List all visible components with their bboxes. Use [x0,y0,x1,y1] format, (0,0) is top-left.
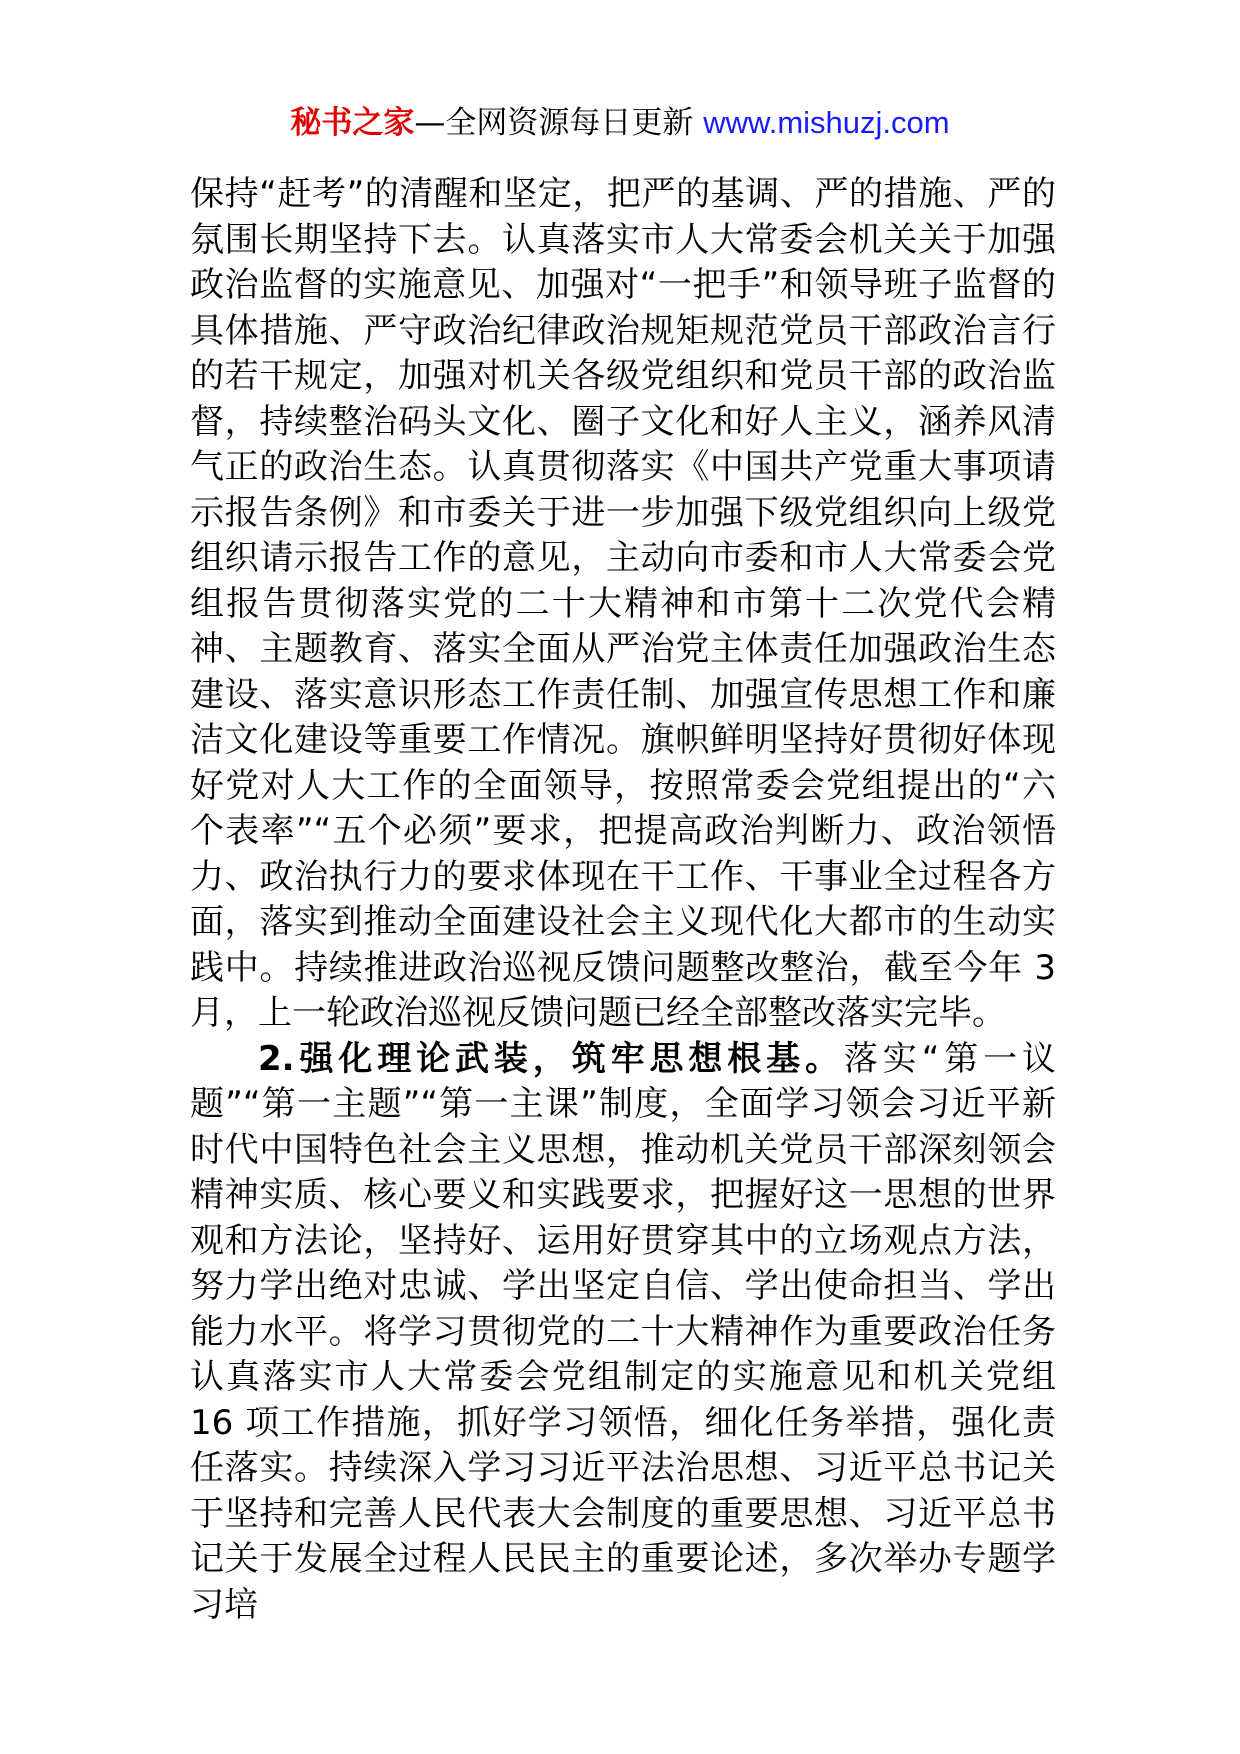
paragraph-2 [190,1037,1056,1629]
paragraph-2-text: 落实“第一议题”“第一主题”“第一主课”制度，全面学习领会习近平新时代中国特色社会主义思想，推动机关党员干部深刻领会精神实质、核心要义和实践要求，把握好这一思想的世界观和方法论，坚持好、运用好贯穿其中的立场观点方法，努力学出绝对忠诚、学出坚定自信、学出使命担当、学出能力水平。将学习贯彻党的二十大精神作为重要政治任务认真落实市人大常委会党组制定的实施意见和机关党组 16 项工作措施，抓好学习领悟，细化任务举措，强化责任落实。持续深入学习习近平法治思想、习近平总书记关于坚持和完善人民代表大会制度的重要思想、习近平总书记关于发展全过程人民民主的重要论述，多次举办专题学习培 [190,1038,1056,1625]
paragraph-2-heading: 2.强化理论武装，筑牢思想根基。 [258,1038,844,1079]
header-brand: 秘书之家 [290,105,415,141]
page-header [0,103,1240,143]
header-slogan: —全网资源每日更新 [414,105,694,141]
header-url-link[interactable]: www.mishuzj.com [703,105,950,140]
paragraph-1: 保持“赶考”的清醒和坚定，把严的基调、严的措施、严的氛围长期坚持下去。认真落实市人大常委会机关关于加强政治监督的实施意见、加强对“一把手”和领导班子监督的具体措施、严守政治纪律政治规矩规范党员干部政治言行的若干规定，加强对机关各级党组织和党员干部的政治监督，持续整治码头文化、圈子文化和好人主义，涵养风清气正的政治生态。认真贯彻落实《中国共产党重大事项请示报告条例》和市委关于进一步加强下级党组织向上级党组织请示报告工作的意见，主动向市委和市人大常委会党组报告贯彻落实党的二十大精神和市第十二次党代会精神、主题教育、落实全面从严治党主体责任加强政治生态建设、落实意识形态工作责任制、加强宣传思想工作和廉洁文化建设等重要工作情况。旗帜鲜明坚持好贯彻好体现好党对人大工作的全面领导，按照常委会党组提出的“六个表率”“五个必须”要求，把提高政治判断力、政治领悟力、政治执行力的要求体现在干工作、干事业全过程各方面，落实到推动全面建设社会主义现代化大都市的生动实践中。持续推进政治巡视反馈问题整改整治，截至今年 3 月，上一轮政治巡视反馈问题已经全部整改落实完毕。 [190,174,1056,1033]
document-body [190,172,1056,1628]
